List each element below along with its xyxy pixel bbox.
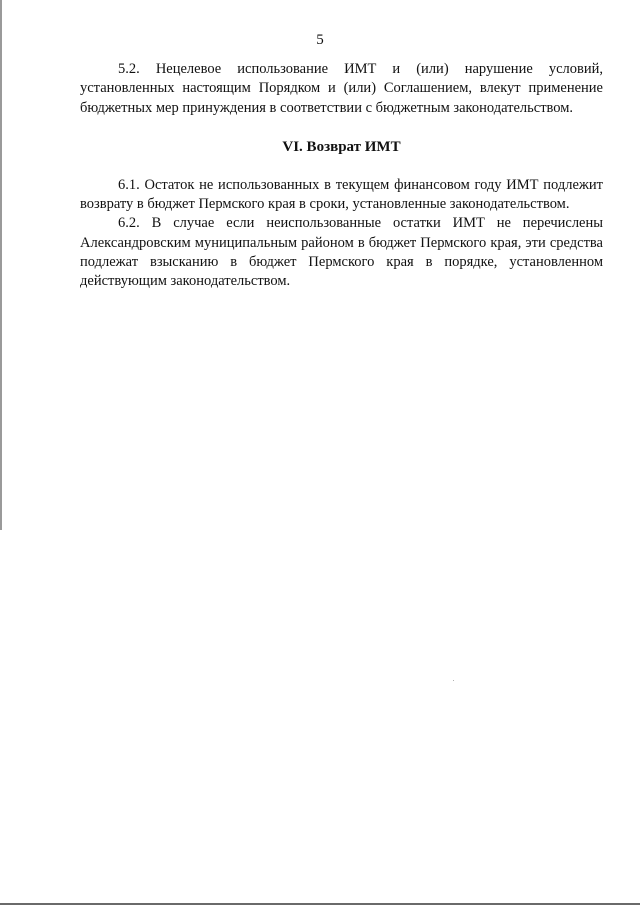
scan-speck xyxy=(453,680,454,681)
section-heading: VI. Возврат ИМТ xyxy=(282,138,401,155)
scan-left-edge xyxy=(0,0,2,530)
paragraph-5-2: 5.2. Нецелевое использование ИМТ и (или) нарушение условий, установленных настоящим Порядком и (или) Соглашением, влекут применение бюджетных мер принуждения в соответствии с бюджетным законодательством. xyxy=(80,61,603,116)
document-body xyxy=(80,60,603,292)
paragraph-6-2: 6.2. В случае если неиспользованные остатки ИМТ не перечислены Александровским муниципальным районом в бюджет Пермского края, эти средства подлежат взысканию в бюджет Пермского края в порядке, установленном действующим законодательством. xyxy=(80,215,603,290)
paragraph-6-1: 6.1. Остаток не использованных в текущем финансовом году ИМТ подлежит возврату в бюджет Пермского края в сроки, установленные законодательством. xyxy=(80,176,603,213)
page-number: 5 xyxy=(316,32,324,48)
